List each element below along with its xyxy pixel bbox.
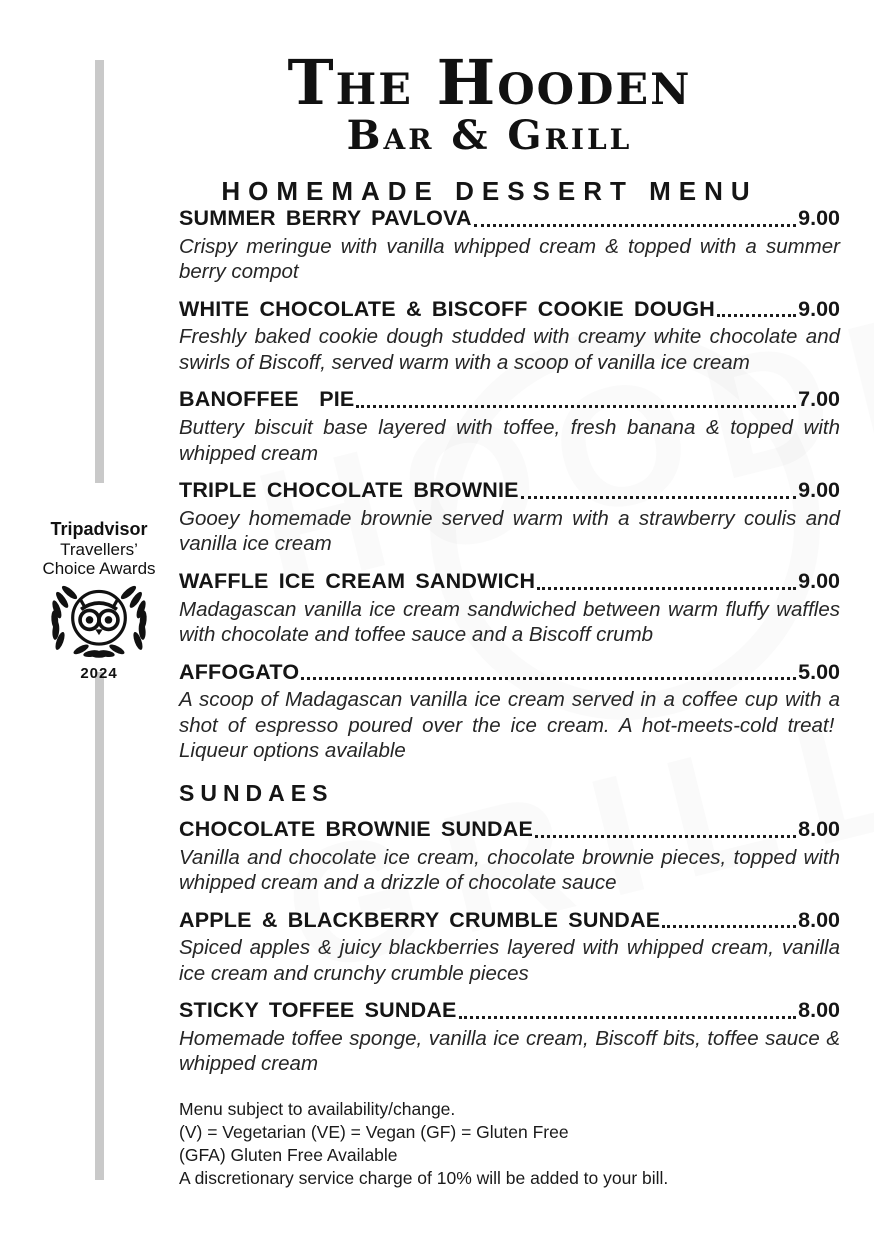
menu-item: [179, 660, 840, 764]
item-row: [179, 206, 840, 231]
menu-item: [179, 998, 840, 1077]
page-title: HOMEMADE DESSERT MENU: [221, 176, 758, 206]
menu-item: [179, 908, 840, 987]
tripadvisor-owl-laurel-icon: [22, 582, 176, 667]
item-description: Buttery biscuit base layered with toffee, fresh banana & topped with whipped cream: [179, 416, 840, 465]
dotted-leader: [537, 587, 796, 590]
item-name: BANOFFEE PIE: [179, 387, 355, 412]
menu-item: [179, 478, 840, 557]
item-row: [179, 908, 840, 933]
footer-note: (GFA) Gluten Free Available: [179, 1145, 398, 1165]
item-row: [179, 297, 840, 322]
footer-note: Menu subject to availability/change.: [179, 1099, 456, 1119]
menu-item: [179, 569, 840, 648]
dotted-leader: [474, 224, 796, 227]
item-name: CHOCOLATE BROWNIE SUNDAE: [179, 816, 534, 841]
dotted-leader: [521, 496, 796, 499]
restaurant-name: The Hooden: [287, 46, 692, 119]
item-description: Madagascan vanilla ice cream sandwiched between warm fluffy waffles with chocolate and toffee sauce and a Biscoff crumb: [179, 597, 840, 647]
tripadvisor-brand-label: Tripadvisor: [50, 519, 148, 539]
menu-item: [179, 206, 840, 285]
item-description: Spiced apples & juicy blackberries layered with whipped cream, vanilla ice cream and crunchy crumble pieces: [179, 936, 840, 985]
item-price: 9.00: [798, 206, 840, 230]
item-row: [179, 998, 840, 1023]
item-row: [179, 478, 840, 503]
item-price: 9.00: [798, 296, 840, 321]
item-name: SUMMER BERRY PAVLOVA: [179, 206, 472, 230]
item-description: Gooey homemade brownie served warm with a strawberry coulis and vanilla ice cream: [179, 506, 840, 556]
item-description: Vanilla and chocolate ice cream, chocolate brownie pieces, topped with whipped cream and a drizzle of chocolate sauce: [179, 845, 840, 895]
dotted-leader: [717, 314, 796, 317]
item-row: [179, 817, 840, 842]
restaurant-subtitle: Bar & Grill: [346, 112, 633, 159]
item-name: APPLE & BLACKBERRY CRUMBLE SUNDAE: [179, 907, 661, 932]
item-description: Crispy meringue with vanilla whipped cream & topped with a summer berry compot: [179, 234, 840, 284]
menu-body: [179, 206, 840, 1089]
menu-item: [179, 817, 840, 896]
item-name: AFFOGATO: [179, 659, 300, 684]
footer-note: A discretionary service charge of 10% will be added to your bill.: [179, 1168, 669, 1188]
item-description: Homemade toffee sponge, vanilla ice cream, Biscoff bits, toffee sauce & whipped cream: [179, 1026, 840, 1076]
left-accent-bar-bottom: [95, 672, 104, 1180]
dotted-leader: [535, 835, 796, 838]
item-price: 8.00: [798, 816, 840, 841]
item-description: A scoop of Madagascan vanilla ice cream served in a coffee cup with a shot of espresso poured over the ice cream. A hot-meets-cold treat! Liqueur options available: [179, 688, 840, 763]
item-price: 8.00: [798, 998, 840, 1023]
footer-note: (V) = Vegetarian (VE) = Vegan (GF) = Gluten Free: [179, 1122, 569, 1142]
item-price: 9.00: [798, 478, 840, 503]
choice-awards-label: Choice Awards: [42, 558, 156, 578]
item-row: [179, 569, 840, 594]
menu-header: [105, 46, 874, 207]
menu-item: [179, 297, 840, 376]
menu-footer: [179, 1098, 840, 1190]
travellers-label: Travellers’: [60, 539, 138, 559]
item-name: TRIPLE CHOCOLATE BROWNIE: [179, 478, 519, 503]
item-name: WAFFLE ICE CREAM SANDWICH: [179, 568, 536, 593]
dotted-leader: [459, 1016, 797, 1019]
dotted-leader: [301, 677, 796, 680]
item-row: [179, 660, 840, 685]
dotted-leader: [662, 925, 796, 928]
tripadvisor-badge: [22, 519, 176, 682]
section-title-sundaes: SUNDAES: [179, 779, 334, 806]
item-price: 9.00: [798, 568, 840, 593]
item-name: STICKY TOFFEE SUNDAE: [179, 998, 457, 1023]
menu-item: [179, 387, 840, 466]
award-year: 2024: [80, 664, 118, 682]
item-description: Freshly baked cookie dough studded with creamy white chocolate and swirls of Biscoff, served warm with a scoop of vanilla ice cream: [179, 325, 840, 374]
item-price: 5.00: [798, 659, 840, 684]
dotted-leader: [356, 405, 796, 408]
left-accent-bar-top: [95, 60, 104, 483]
item-price: 7.00: [798, 387, 840, 412]
item-price: 8.00: [798, 907, 840, 932]
item-row: [179, 387, 840, 412]
item-name: WHITE CHOCOLATE & BISCOFF COOKIE DOUGH: [179, 296, 716, 321]
